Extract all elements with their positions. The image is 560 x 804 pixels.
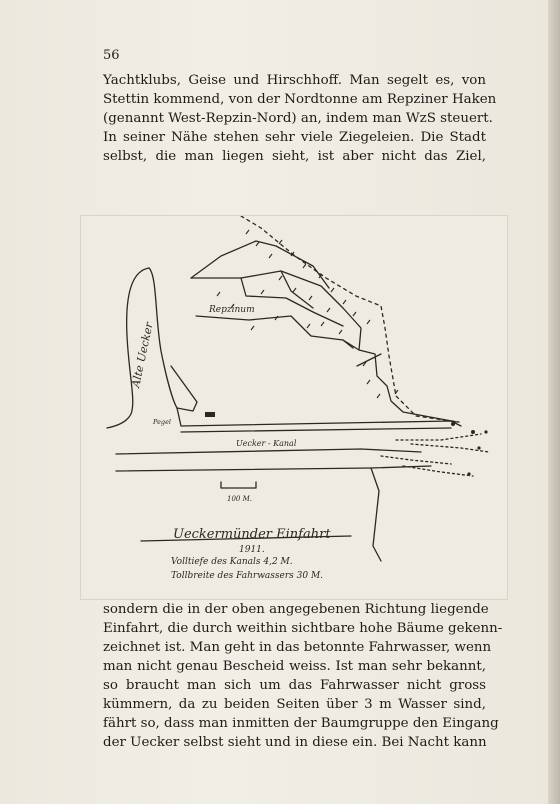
map-caption-line-1: Volltiefe des Kanals 4,2 M. [171, 557, 293, 567]
label-uecker-kanal: Uecker - Kanal [236, 439, 297, 448]
paragraph-bottom [103, 600, 503, 752]
scale-bar [221, 482, 256, 488]
south-coast [371, 468, 381, 561]
map-year: 1911. [239, 545, 265, 555]
paragraph-top [103, 71, 497, 166]
text-line: Yachtklubs, Geise und Hirschhoff. Man segelt es, von [103, 73, 486, 88]
dashed-boundary [241, 216, 459, 422]
label-scale: 100 M. [227, 495, 252, 503]
map-caption-line-2: Tollbreite des Fahrwassers 30 M. [171, 571, 324, 581]
text-line: (genannt West-Repzin-Nord) an, indem man WzS steuert. [103, 111, 493, 126]
text-line: sondern die in der oben angegebenen Richtung liegende [103, 602, 489, 617]
text-line: fährt so, dass man inmitten der Baumgruppe den Eingang [103, 716, 499, 731]
label-repzinum: Repzinum [209, 305, 255, 315]
label-alte-uecker: Alte Uecker [129, 321, 156, 389]
uecker-kanal-line [116, 449, 421, 454]
text-line: so braucht man sich um das Fahrwasser nicht gross [103, 678, 486, 693]
map-title: Ueckermünder Einfahrt [173, 527, 331, 542]
harbor-map-drawing [81, 216, 507, 599]
page-number: 56 [103, 48, 120, 63]
text-line: Stettin kommend, von der Nordtonne am Repziner Haken [103, 92, 497, 107]
map-plate [80, 215, 508, 600]
text-line: zeichnet ist. Man geht in das betonnte Fahrwasser, wenn [103, 640, 492, 655]
text-line: man nicht genau Bescheid weiss. Ist man sehr bekannt, [103, 659, 486, 674]
land-outline [191, 271, 457, 422]
page-edge [548, 0, 560, 804]
text-line: der Uecker selbst sieht und in diese ein. Bei Nacht kann [103, 735, 487, 750]
text-line: In seiner Nähe stehen sehr viele Ziegeleien. Die Stadt [103, 130, 486, 145]
mole [177, 408, 461, 426]
label-pegel: Pegel [153, 418, 172, 426]
text-line: Einfahrt, die durch weithin sichtbare hohe Bäume gekenn- [103, 621, 503, 636]
text-line: kümmern, da zu beiden Seiten über 3 m Wasser sind, [103, 697, 486, 712]
text-line: selbst, die man liegen sieht, ist aber nicht das Ziel, [103, 149, 486, 164]
